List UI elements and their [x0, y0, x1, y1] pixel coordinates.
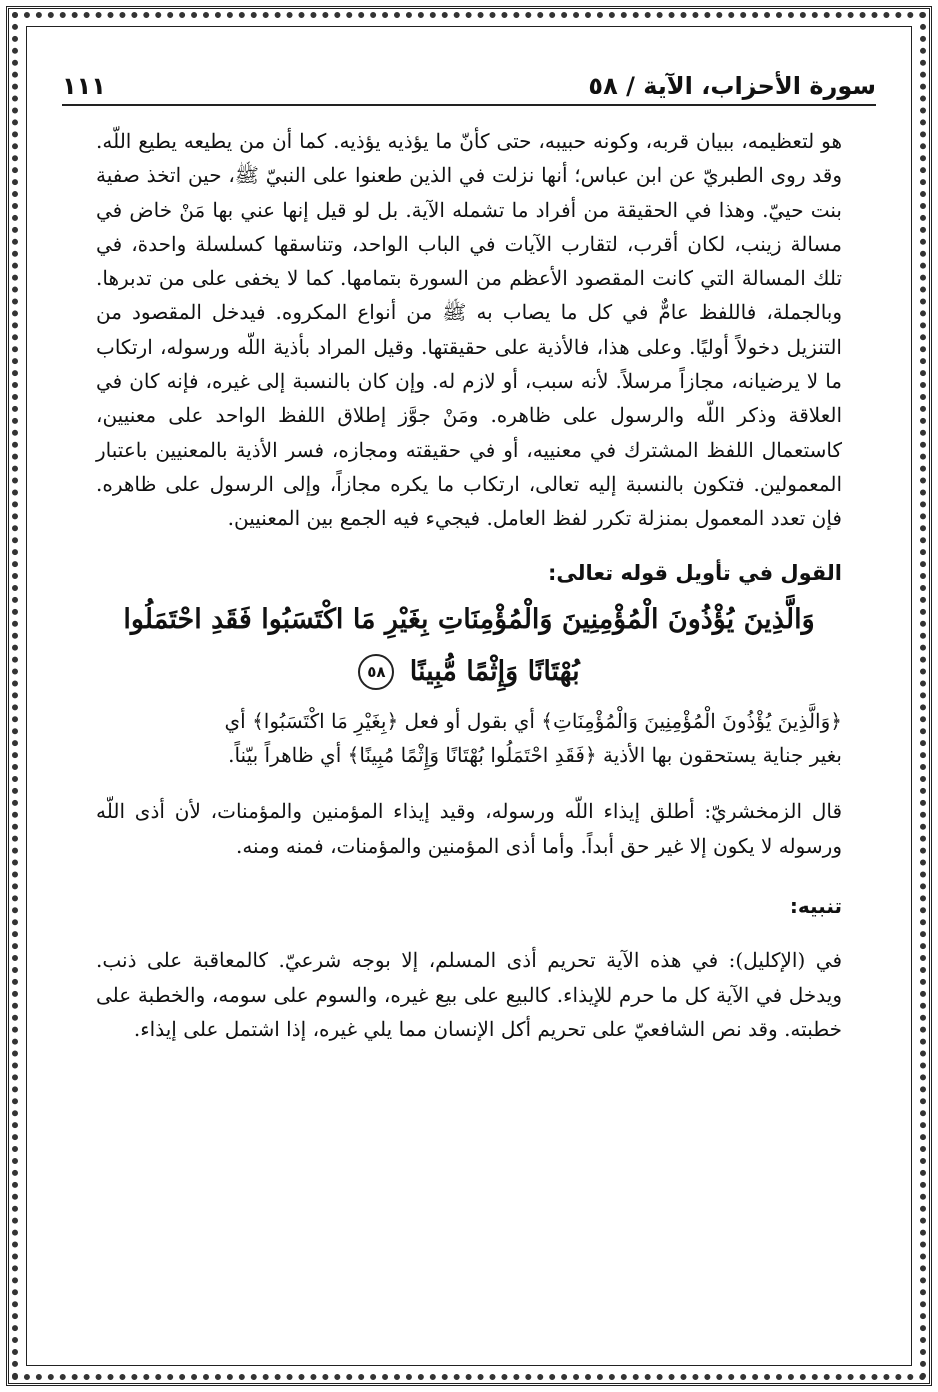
text-line: هو لتعظيمه، ببيان قربه، وكونه حبيبه، حتى كأنّ ما يؤذيه يؤذيه. كما أن من يطيعه — [183, 129, 842, 153]
zamakhshari-paragraph — [96, 794, 842, 863]
text-line: قيل إنها عني بها مَنْ خاض في مسالة زينب، لكان أقرب، لتقارب الآيات في الباب — [96, 197, 843, 256]
commentary-paragraph — [96, 124, 842, 536]
text-line: غيره، إذا اشتمل على إيذاء. — [133, 1016, 358, 1041]
verse-line-1: وَالَّذِينَ يُؤْذُونَ الْمُؤْمِنِينَ وَالْمُؤْمِنَاتِ بِغَيْرِ مَا اكْتَسَبُوا فَقَدِ احْتَمَلُوا — [123, 603, 815, 635]
text-line: أذى اللّه ورسوله لا يكون إلا غير حق أبداً. وأما أذى المؤمنين والمؤمنات، فمنه — [96, 799, 842, 858]
text-line: كاستعمال اللفظ المشترك في معنييه، أو في حقيقته ومجازه، فسر الأذية بالمعنيين — [155, 437, 842, 462]
text-line: بغير جناية يستحقون بها الأذية ﴿فَقَدِ احْتَمَلُوا بُهْتَانًا وَإِثْمًا مُبِينًا﴾ أي ظاهراً بيّناً. — [228, 743, 842, 768]
verse-line-2: بُهْتَانًا وَإِثْمًا مُّبِينًا — [409, 655, 580, 687]
text-line: سومه، والخطبة على خطبته. وقد نص الشافعيّ على تحريم أكل الإنسان مما يلي — [96, 982, 842, 1041]
section-heading: القول في تأويل قوله تعالى: — [548, 560, 842, 585]
text-line: ﴿وَالَّذِينَ يُؤْذُونَ الْمُؤْمِنِينَ وَالْمُؤْمِنَاتِ﴾ أي بقول أو فعل ﴿بِغَيْرِ مَا اكْتَسَبُوا﴾ أي — [224, 708, 842, 733]
text-line: هذا، فالأذية على حقيقتها. وقيل المراد بأذية اللّه ورسوله، ارتكاب ما لا يرضيانه، — [96, 334, 843, 394]
page-header — [62, 60, 876, 106]
notice-heading: تنبيه: — [789, 894, 842, 919]
text-line: وذكر اللّه والرسول على ظاهره. ومَنْ جوَّز إطلاق اللفظ الواحد على معنيين، — [96, 403, 777, 428]
text-line: المعنيين. — [227, 506, 301, 531]
text-line: من السورة بتمامها. كما لا يخفى على من تدبرها. وبالجملة، فاللفظ عامٌّ في كل ما — [96, 266, 843, 325]
text-line: مجازاً مرسلاً. لأنه سبب، أو لازم له. وإن كان بالنسبة إلى غيره، فإنه كان في العلاقة — [96, 369, 842, 428]
text-line: باعتبار المعمولين. فتكون بالنسبة إليه تعالى، ارتكاب ما يكره مجازاً، وإلى الرسول — [96, 437, 842, 496]
text-line: قال الزمخشريّ: أطلق إيذاء اللّه ورسوله، وقيد إيذاء المؤمنين والمؤمنات، لأن — [174, 799, 843, 824]
text-line: ومنه. — [235, 833, 280, 858]
tafsir-paragraph — [96, 704, 842, 773]
text-line: ﷺ، حين اتخذ صفية بنت حييّ. وهذا في الحقيقة من أفراد ما تشمله الآية. بل لو — [96, 163, 842, 222]
text-line: الواحد، وتناسقها كسلسلة واحدة، في تلك المسالة التي كانت المقصود الأعظم — [96, 231, 843, 291]
text-line: على ظاهره. فإن تعدد المعمول بمنزلة تكرر لفظ العامل. فيجيء فيه الجمع بين — [96, 471, 842, 531]
text-line: في (الإكليل): في هذه الآية تحريم أذى المسلم، إلا بوجه شرعيّ. كالمعاقبة — [192, 948, 843, 973]
text-line: على ذنب. ويدخل في الآية كل ما حرم للإيذاء. كالبيع على بيع غيره، والسوم على — [96, 948, 842, 1007]
text-line: يطيع اللّه. وقد روى الطبريّ عن ابن عباس؛ أنها نزلت في الذين طعنوا على النبيّ — [96, 129, 842, 188]
quran-verse — [96, 594, 842, 698]
text-line: يصاب به ﷺ من أنواع المكروه. فيدخل المقصود من التنزيل دخولاً أوليًا. وعلى — [96, 300, 842, 359]
page-content — [96, 124, 842, 1046]
running-title: سورة الأحزاب، الآية / ٥٨ — [588, 72, 876, 100]
ayah-number-marker: ٥٨ — [358, 654, 394, 690]
page-number: ١١١ — [62, 72, 106, 100]
notice-paragraph — [96, 943, 842, 1046]
